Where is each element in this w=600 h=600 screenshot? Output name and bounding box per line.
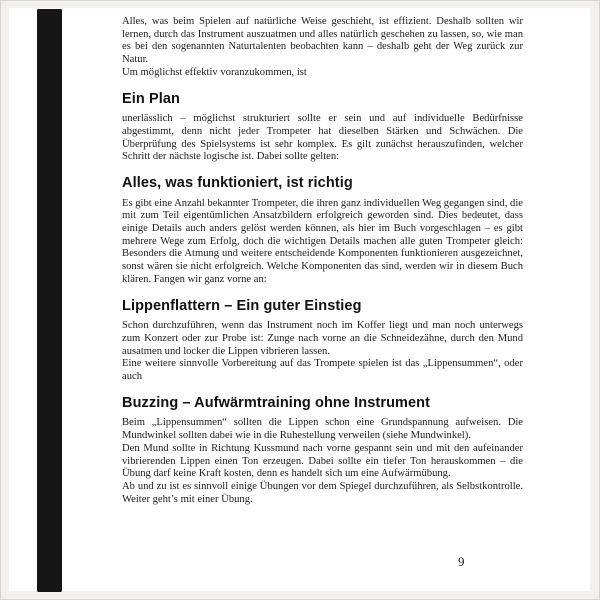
section-paragraph: Eine weitere sinnvolle Vorbereitung auf das Trompete spielen ist das „Lippensummen“, oder auch [122,358,523,383]
section-heading-alles-was-funktioniert: Alles, was funktioniert, ist richtig [122,175,353,191]
section-paragraph: Den Mund sollte in Richtung Kussmund nach vorne gespannt sein und mit den aufeinander vibrierenden Lippen einen Ton erzeugen. Dabei sollte ein tiefer Ton herauskommen – die Übung darf keine Kraft kosten, denn es handelt sich um eine Aufwärmübung. [122,442,523,480]
section-heading-buzzing: Buzzing – Aufwärmtraining ohne Instrument [122,394,431,411]
section-heading-lippenflattern: Lippenflattern – Ein guter Einstieg [122,297,362,314]
intro-paragraph: Alles, was beim Spielen auf natürliche Weise geschieht, ist effizient. Deshalb sollten wir lernen, durch das Instrument auszuatmen und alles natürlich geschehen zu lassen, so, wie man es bei den sogenannten Naturtalenten beobachten kann – deshalb geht der Weg zurück zur Natur. [122,16,523,66]
section-heading-ein-plan: Ein Plan [122,90,181,107]
book-spine [37,9,62,592]
page-content [122,16,523,506]
section-paragraph: unerlässlich – möglichst strukturiert sollte er sein und auf individuelle Bedürfnisse abgestimmt, denn nicht jeder Trompeter hat dieselben Stärken und Schwächen. Die Überprüfung des Spielsystems ist sehr komplex. Es gilt zunächst herauszufinden, welcher Schritt der nächste logische ist. Dabei sollte gelten: [122,113,523,163]
page-number: 9 [458,554,465,569]
section-paragraph: Ab und zu ist es sinnvoll einige Übungen vor dem Spiegel durchzuführen, als Selbstkontrolle. Weiter geht’s mit einer Übung. [122,480,523,505]
section-paragraph: Beim „Lippensummen“ sollten die Lippen schon eine Grundspannung aufweisen. Die Mundwinkel sollten dabei wie in die Ruhestellung verweilen (siehe Mundwinkel). [122,417,523,442]
intro-paragraph: Um möglichst effektiv voranzukommen, ist [122,66,307,78]
section-paragraph: Es gibt eine Anzahl bekannter Trompeter, die ihren ganz individuellen Weg gegangen sind, die mit zum Teil eigentümlichen Ansatzbildern erfolgreich geworden sind. Dies bedeutet, dass einige Details auch anders gelöst werden können, als hier im Buch vorgeschlagen – es gibt mehrere Wege zum Erfolg, doch die wichtigen Details machen alle guten Trompeter gleich: Besonders die Atmung und weitere entscheidende Komponenten funktionieren ausgezeichnet, sonst wären sie nicht erfolgreich. Welche Komponenten das sind, werden wir in diesem Buch klären. Fangen wir ganz vorne an: [122,197,523,285]
section-paragraph: Schon durchzuführen, wenn das Instrument noch im Koffer liegt und man noch unterwegs zum Konzert oder zur Probe ist: Zunge nach vorne an die Schneidezähne, durch den Mund ausatmen und locker die Lippen vibrieren lassen. [122,320,523,357]
